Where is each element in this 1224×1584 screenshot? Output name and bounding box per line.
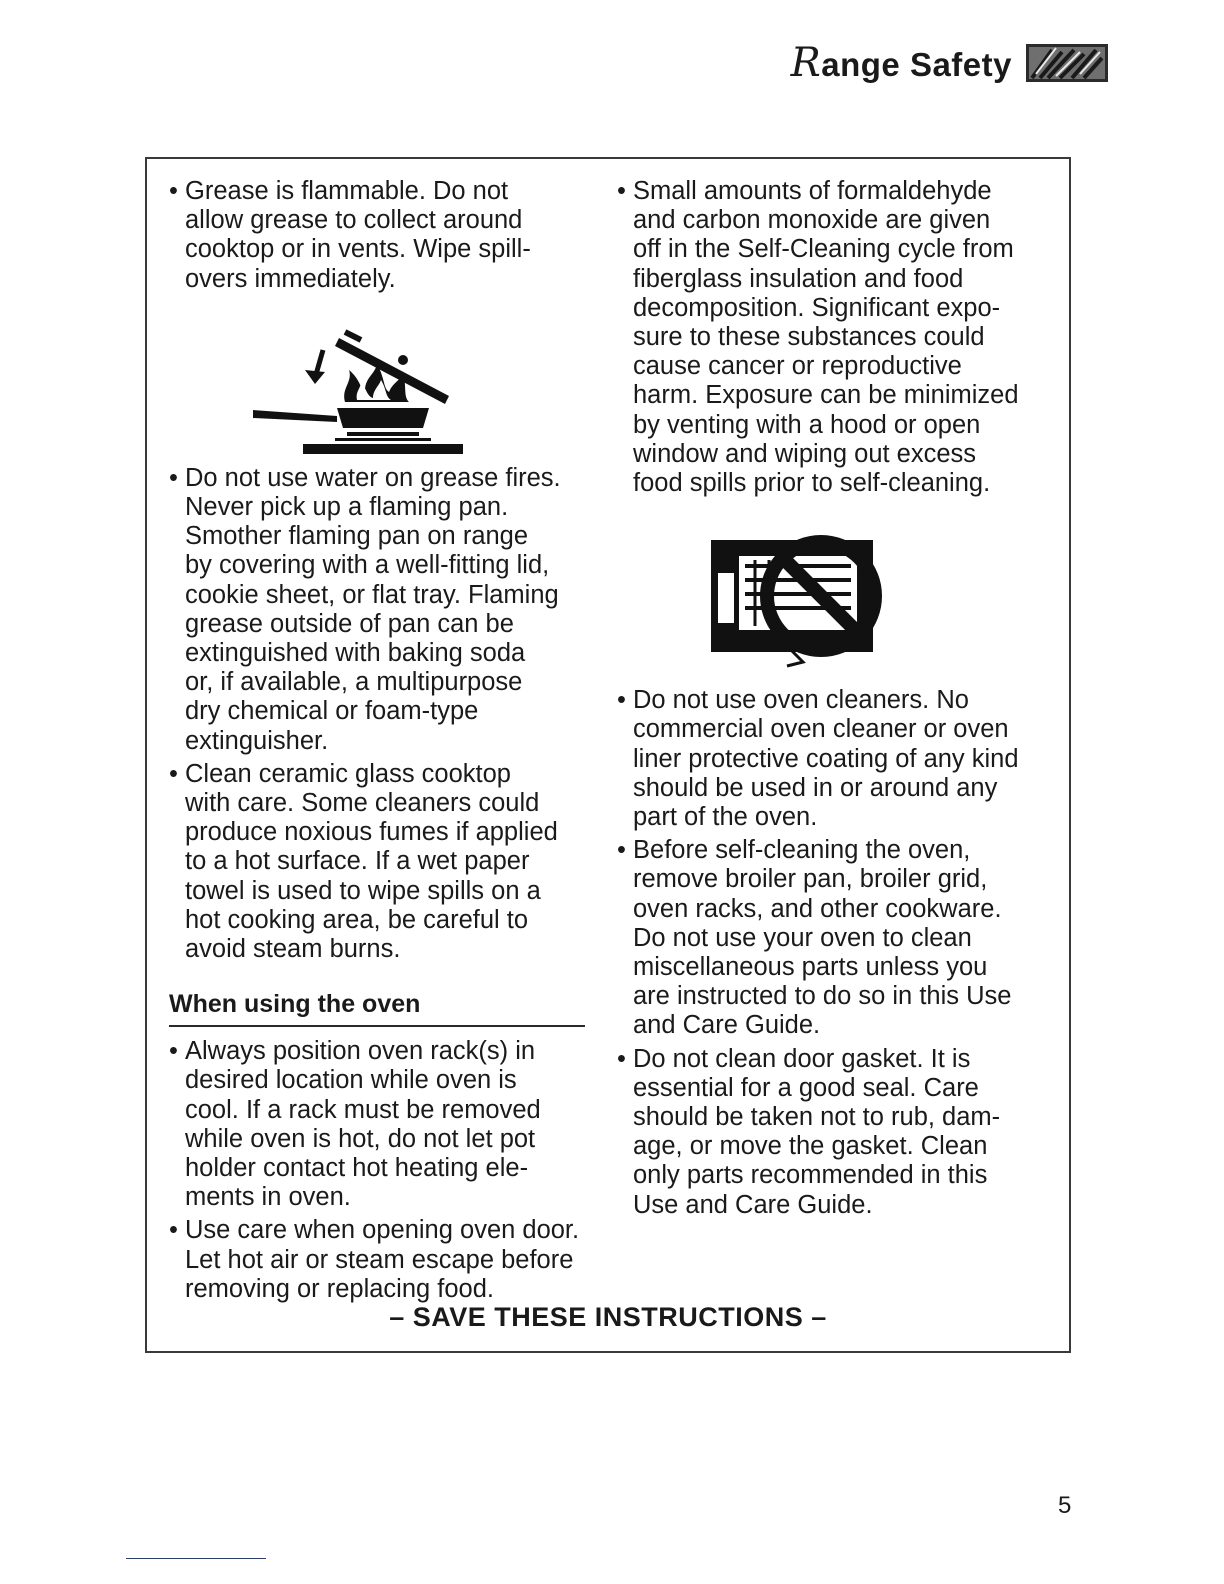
no-oven-cleaner-icon xyxy=(711,532,885,672)
bottom-rule xyxy=(126,1558,266,1559)
left-column xyxy=(169,177,589,1308)
bullet-grease-flammable: • Grease is flammable. Do not allow grease to collect around cooktop or in vents. Wipe spill- overs immediately. xyxy=(169,177,589,294)
pan-fire-lid-icon xyxy=(253,324,477,454)
bullet-formaldehyde: • Small amounts of formaldehyde and carbon monoxide are given off in the Self-Cleaning cycle from fiberglass insulation and food decomposition. Significant expo- sure to these substances could cause cancer or reproductive harm. Exposure can be minimized by venting with a hood or open window and wiping out excess food spills prior to self-cleaning. xyxy=(617,177,1057,498)
header-title xyxy=(791,40,1012,86)
header-title-rest: ange Safety xyxy=(821,46,1012,83)
bullet-no-oven-cleaners: • Do not use oven cleaners. No commercial oven cleaner or oven liner protective coating of any kind should be used in or around any part of the oven. xyxy=(617,686,1057,832)
header-title-initial: R xyxy=(790,40,822,86)
save-instructions-note: – SAVE THESE INSTRUCTIONS – xyxy=(389,1302,827,1332)
bullet-oven-racks: • Always position oven rack(s) in desired location while oven is cool. If a rack must be removed while oven is hot, do not let pot holder contact hot heating ele- ments in oven. xyxy=(169,1037,589,1212)
bullet-oven-door: • Use care when opening oven door. Let hot air or steam escape before removing or replacing food. xyxy=(169,1216,589,1304)
bullet-ceramic-cooktop: • Clean ceramic glass cooktop with care. Some cleaners could produce noxious fumes if applied to a hot surface. If a wet paper towel is used to wipe spills on a hot cooking area, be careful to avoid steam burns. xyxy=(169,760,589,964)
bullet-door-gasket: • Do not clean door gasket. It is essential for a good seal. Care should be taken not to rub, dam- age, or move the gasket. Clean only parts recommended in this Use and Care Guide. xyxy=(617,1045,1057,1220)
section-heading-oven: When using the oven xyxy=(169,990,585,1027)
page-header xyxy=(791,38,1108,88)
grain-stalks-logo-icon xyxy=(1026,44,1108,82)
bullet-before-self-cleaning: • Before self-cleaning the oven, remove broiler pan, broiler grid, oven racks, and other cookware. Do not use your oven to clean miscellaneous parts unless you are instructed to do so in this Use and Care Guide. xyxy=(617,836,1057,1040)
page-number: 5 xyxy=(1058,1492,1072,1519)
safety-instructions-box xyxy=(145,157,1071,1353)
bullet-grease-fires: • Do not use water on grease fires. Never pick up a flaming pan. Smother flaming pan on range by covering with a well-fitting lid, cookie sheet, or flat tray. Flaming grease outside of pan can be extinguished with baking soda or, if available, a multipurpose dry chemical or foam-type extinguisher. xyxy=(169,464,589,756)
right-column xyxy=(617,177,1057,1224)
